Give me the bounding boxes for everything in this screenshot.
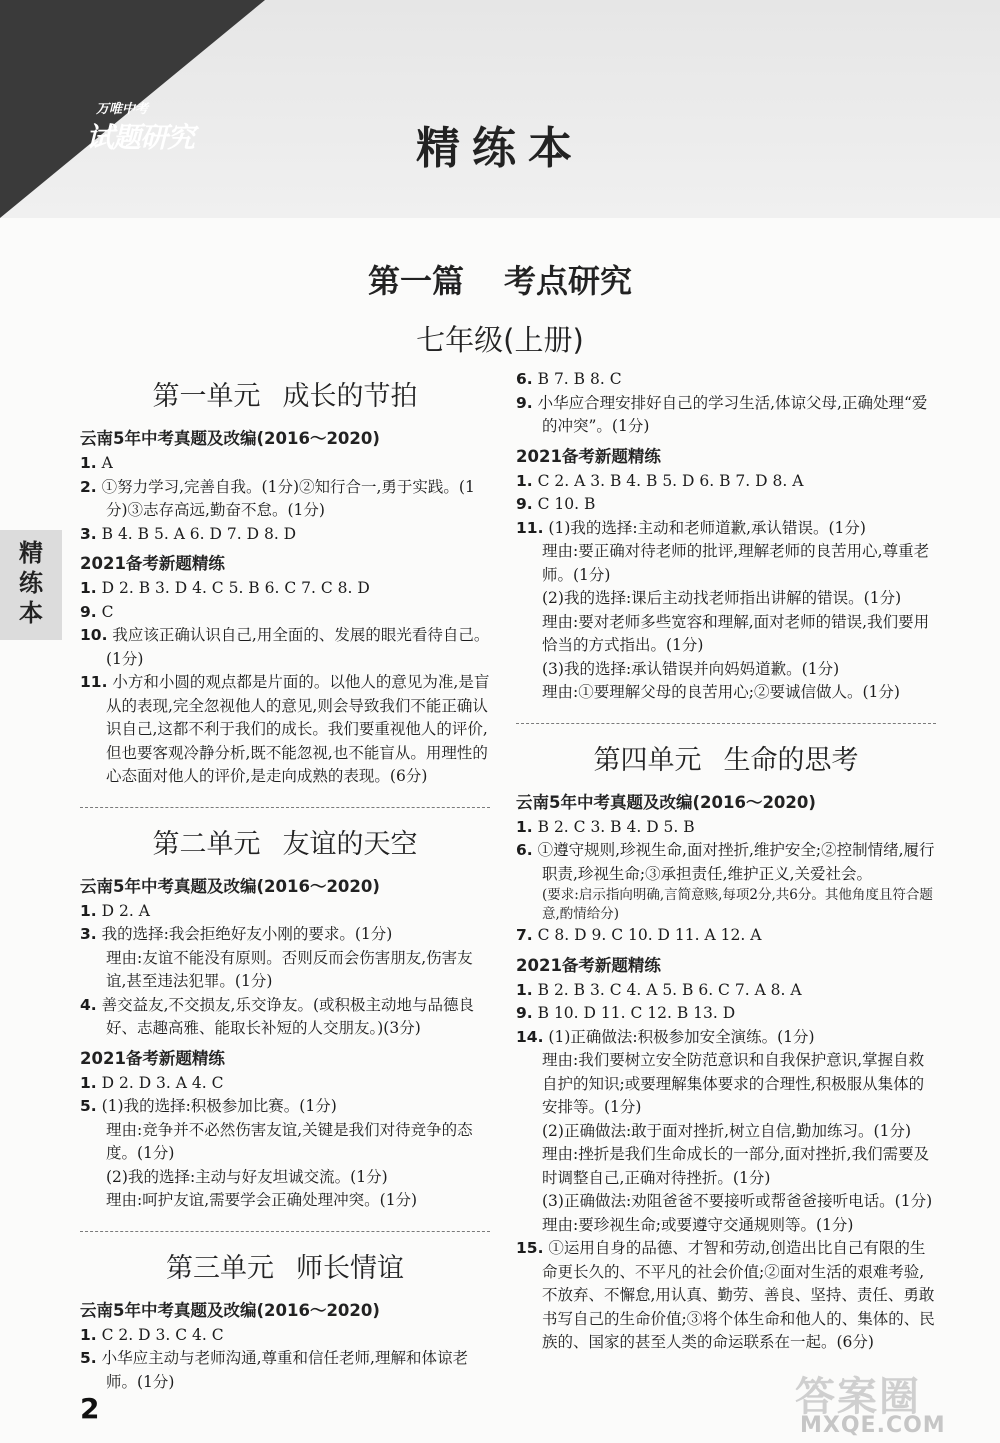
answer-line: (2)我的选择:课后主动找老师指出讲解的错误。(1分) bbox=[542, 589, 902, 607]
section-heading: 2021备考新题精练 bbox=[80, 554, 225, 573]
watermark-logo: 答案圈 bbox=[795, 1374, 921, 1420]
answer-line: 14. (1)正确做法:积极参加安全演练。(1分) bbox=[516, 1027, 815, 1046]
answer-line: 1. C 2. D 3. C 4. C bbox=[80, 1325, 224, 1344]
side-tab-char: 练 bbox=[19, 569, 43, 597]
section-heading: 2021备考新题精练 bbox=[80, 1048, 225, 1068]
answer-line: 1. D 2. A bbox=[80, 901, 150, 920]
answer-line: 5. (1)我的选择:积极参加比赛。(1分) bbox=[80, 1097, 337, 1115]
answer-line: 1. A bbox=[80, 454, 113, 472]
answer-line: 理由:①要理解父母的良苦用心;②要诚信做人。(1分) bbox=[542, 683, 900, 701]
side-tab bbox=[0, 530, 62, 640]
answer-line: 7. C 8. D 9. C 10. D 11. A 12. A bbox=[516, 926, 762, 944]
answer-line: 3. 我的选择:我会拒绝好友小刚的要求。(1分) bbox=[80, 925, 393, 943]
book-title: 精练本 bbox=[416, 123, 584, 174]
section-heading: 2021备考新题精练 bbox=[516, 955, 661, 975]
section-heading: 云南5年中考真题及改编(2016～2020) bbox=[80, 429, 380, 448]
unit-title: 第三单元 师长情谊 bbox=[166, 1252, 404, 1284]
answer-line: 1. D 2. B 3. D 4. C 5. B 6. C 7. C 8. D bbox=[80, 579, 370, 597]
scoring-note: (要求:启示指向明确,言简意赅,每项2分,共6分。其他角度且符合题意,酌情给分) bbox=[542, 887, 933, 922]
answer-line: 理由:呵护友谊,需要学会正确处理冲突。(1分) bbox=[106, 1191, 418, 1209]
answer-line: 15. ①运用自身的品德、才智和劳动,创造出比自己有限的生命更长久的、不平凡的社会价值;②面对生活的艰难考验,不放弃、不懈怠,用认真、勤劳、善良、坚持、责任、勇敢书写自己的生命价值;③将个体生命和他人的、集体的、民族的、国家的甚至人类的命运联系在一起。(6分) bbox=[516, 1239, 935, 1351]
answer-line: 10. 我应该正确认识自己,用全面的、发展的眼光看待自己。(1分) bbox=[80, 626, 490, 668]
left-column bbox=[80, 368, 490, 1394]
watermark-url: MXQE.COM bbox=[800, 1413, 946, 1438]
right-column bbox=[516, 368, 936, 1355]
answer-line: (3)正确做法:劝阻爸爸不要接听或帮爸爸接听电话。(1分) bbox=[542, 1192, 933, 1210]
side-tab-char: 精 bbox=[19, 539, 43, 567]
unit-title: 第四单元 生命的思考 bbox=[593, 744, 859, 776]
side-tab-char: 本 bbox=[19, 599, 43, 627]
answer-line: 理由:要对老师多些宽容和理解,面对老师的错误,我们要用恰当的方式指出。(1分) bbox=[542, 612, 930, 654]
answer-line: 理由:要正确对待老师的批评,理解老师的良苦用心,尊重老师。(1分) bbox=[542, 542, 930, 584]
section-divider bbox=[516, 723, 936, 724]
answer-line: (2)我的选择:主动与好友坦诚交流。(1分) bbox=[106, 1167, 388, 1186]
answer-line: 11. 小方和小圆的观点都是片面的。以他人的意见为准,是盲从的表现,完全忽视他人的意见,则会导致我们不能正确认识自己,这都不利于我们的成长。我们要重视他人的评价,但也要客观冷静分析,既不能忽视,也不能盲从。用理性的心态面对他人的评价,是走向成熟的表现。(6分) bbox=[80, 673, 490, 785]
part-title bbox=[0, 256, 1000, 302]
answer-line: 6. ①遵守规则,珍视生命,面对挫折,维护安全;②控制情绪,履行职责,珍视生命;③承担责任,维护正义,关爱社会。 bbox=[516, 841, 935, 883]
part-name: 考点研究 bbox=[504, 262, 633, 300]
answer-line: 5. 小华应主动与老师沟通,尊重和信任老师,理解和体谅老师。(1分) bbox=[80, 1349, 468, 1391]
page-number: 2 bbox=[80, 1392, 100, 1425]
unit-title: 第一单元 成长的节拍 bbox=[152, 381, 418, 412]
answer-line: 11. (1)我的选择:主动和老师道歉,承认错误。(1分) bbox=[516, 518, 866, 537]
grade-title: 七年级(上册) bbox=[416, 323, 584, 357]
answer-line: 9. B 10. D 11. C 12. B 13. D bbox=[516, 1004, 736, 1022]
answer-line: 2. ①努力学习,完善自我。(1分)②知行合一,勇于实践。(1分)③志存高远,勤奋不怠。(1分) bbox=[80, 477, 475, 519]
answer-line: 理由:竞争并不必然伤害友谊,关键是我们对待竞争的态度。(1分) bbox=[106, 1120, 473, 1162]
section-heading: 云南5年中考真题及改编(2016～2020) bbox=[80, 1300, 380, 1320]
brand-logo-small: 万唯中考 bbox=[96, 102, 149, 117]
part-number: 第一篇 bbox=[367, 262, 464, 300]
brand-logo-big: 试题研究 bbox=[86, 121, 195, 154]
answer-line: (3)我的选择:承认错误并向妈妈道歉。(1分) bbox=[542, 659, 840, 678]
answer-line: 1. D 2. D 3. A 4. C bbox=[80, 1073, 224, 1092]
unit-title: 第二单元 友谊的天空 bbox=[152, 828, 418, 860]
answer-line: 1. B 2. C 3. B 4. D 5. B bbox=[516, 817, 695, 836]
section-divider bbox=[80, 1231, 490, 1232]
answer-line: 1. C 2. A 3. B 4. B 5. D 6. B 7. D 8. A bbox=[516, 471, 804, 490]
answer-line: 1. B 2. B 3. C 4. A 5. B 6. C 7. A 8. A bbox=[516, 980, 802, 999]
answer-line: 9. C 10. B bbox=[516, 495, 596, 513]
section-heading: 云南5年中考真题及改编(2016～2020) bbox=[80, 876, 380, 896]
answer-line: 4. 善交益友,不交损友,乐交诤友。(或积极主动地与品德良好、志趣高雅、能取长补短的人交朋友。)(3分) bbox=[80, 995, 475, 1037]
answer-line: 理由:我们要树立安全防范意识和自我保护意识,掌握自救自护的知识;或要理解集体要求的合理性,积极服从集体的安排等。(1分) bbox=[542, 1051, 925, 1116]
answer-line: 9. C bbox=[80, 602, 114, 621]
section-heading: 2021备考新题精练 bbox=[516, 446, 661, 466]
answer-line: 理由:友谊不能没有原则。否则反而会伤害朋友,伤害友谊,甚至违法犯罪。(1分) bbox=[106, 948, 473, 990]
answer-line: 3. B 4. B 5. A 6. D 7. D 8. D bbox=[80, 524, 297, 543]
section-heading: 云南5年中考真题及改编(2016～2020) bbox=[516, 792, 816, 812]
answer-line: 理由:要珍视生命;或要遵守交通规则等。(1分) bbox=[542, 1215, 854, 1234]
answer-line: 理由:挫折是我们生命成长的一部分,面对挫折,我们需要及时调整自己,正确对待挫折。(1分) bbox=[542, 1145, 930, 1187]
answer-line: 6. B 7. B 8. C bbox=[516, 370, 622, 388]
answer-line: (2)正确做法:敢于面对挫折,树立自信,勤加练习。(1分) bbox=[542, 1121, 911, 1140]
answer-line: 9. 小华应合理安排好自己的学习生活,体谅父母,正确处理“爱的冲突”。(1分) bbox=[516, 393, 928, 435]
section-divider bbox=[80, 807, 490, 808]
